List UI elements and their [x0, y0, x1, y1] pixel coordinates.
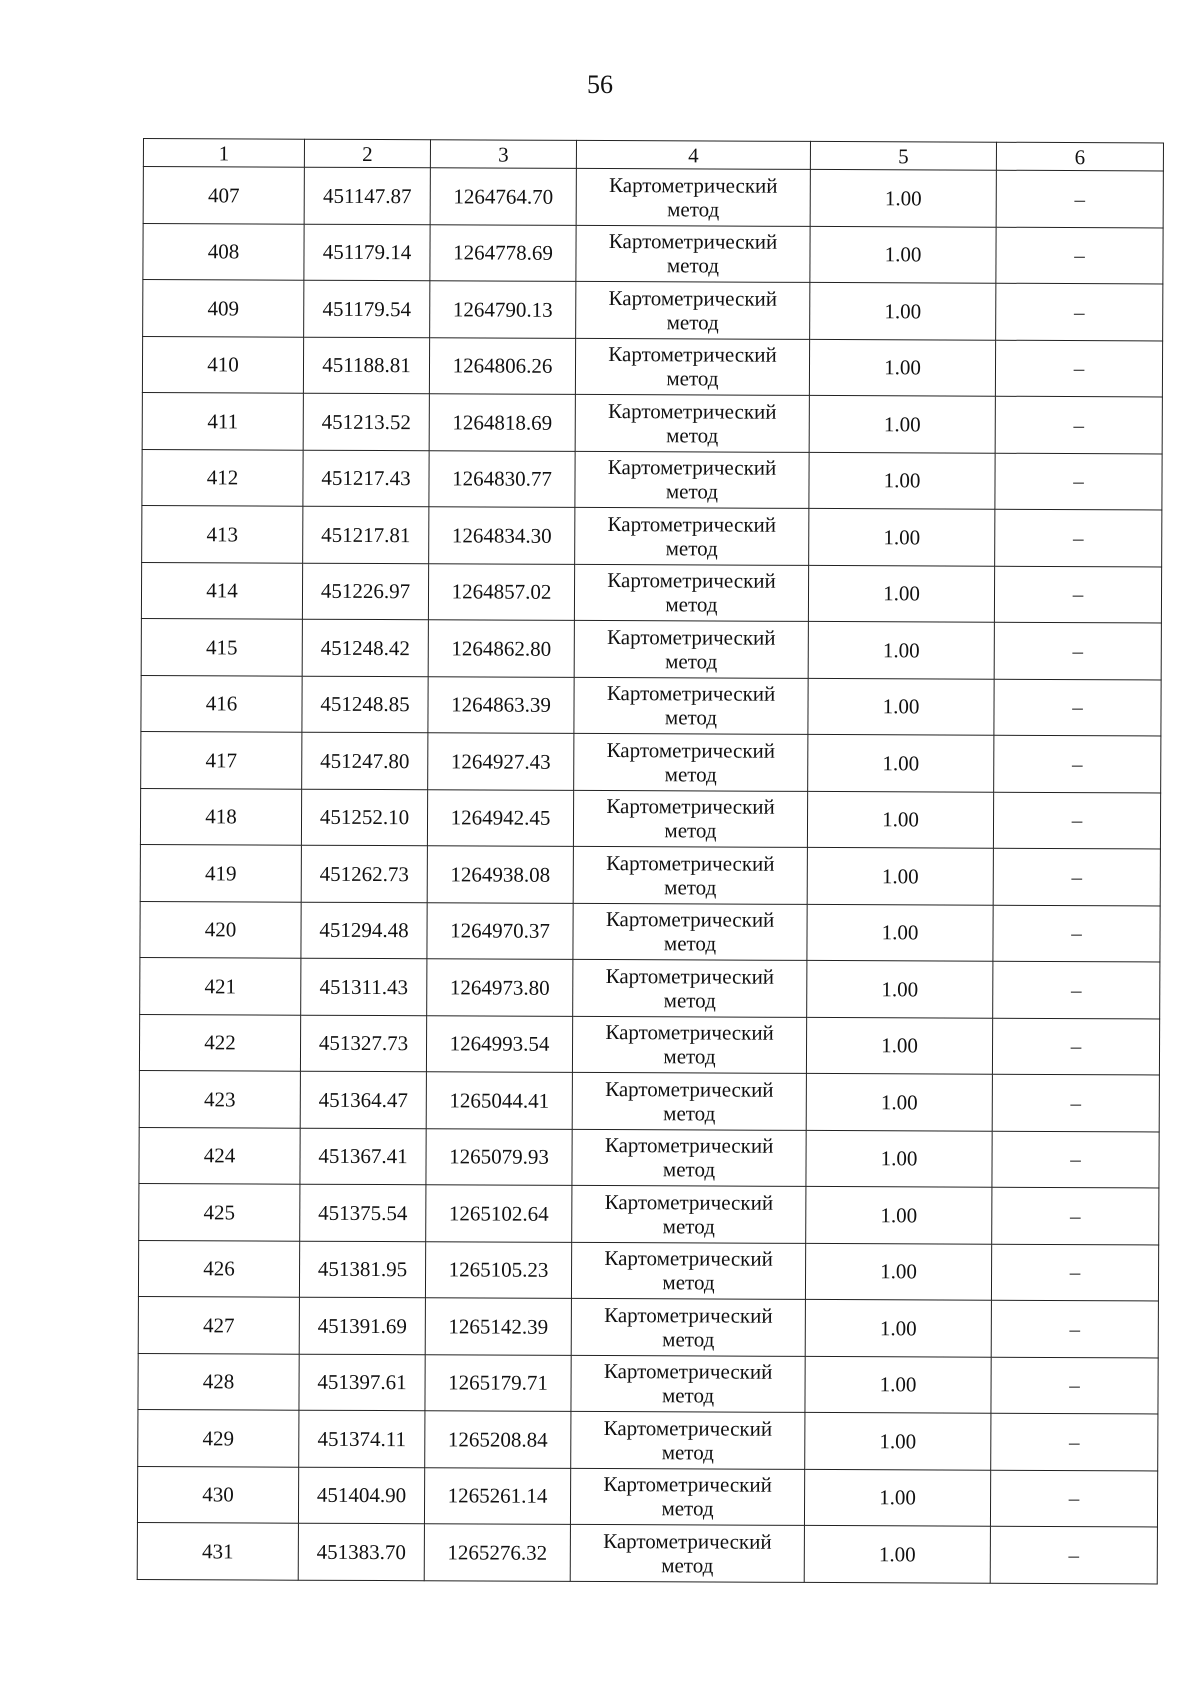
- coordinates-table: [137, 138, 1164, 1584]
- x-coordinate-cell: 451248.85: [302, 676, 428, 733]
- x-coordinate-cell: 451311.43: [301, 958, 427, 1015]
- accuracy-cell: 1.00: [809, 452, 995, 509]
- note-cell: –: [992, 1187, 1159, 1244]
- x-coordinate-cell: 451252.10: [301, 789, 427, 846]
- method-line-1: Картометрический: [604, 1246, 773, 1272]
- method-cell: [572, 1129, 806, 1187]
- method-cell: [574, 733, 808, 791]
- note-cell: –: [994, 566, 1161, 623]
- point-number-cell: 414: [141, 562, 302, 619]
- point-number-cell: 413: [142, 505, 303, 562]
- point-number-cell: 411: [142, 392, 303, 449]
- table-row: [142, 505, 1162, 566]
- accuracy-cell: 1.00: [810, 282, 996, 339]
- x-coordinate-cell: 451375.54: [300, 1184, 426, 1241]
- method-line-1: Картометрический: [603, 1359, 773, 1385]
- table-row: [139, 1014, 1159, 1075]
- note-cell: –: [994, 735, 1161, 792]
- point-number-cell: 415: [141, 618, 302, 675]
- method-line-2: метод: [663, 1101, 716, 1126]
- method-line-1: Картометрический: [607, 455, 777, 481]
- y-coordinate-cell: 1265208.84: [425, 1411, 571, 1468]
- note-cell: –: [992, 1131, 1159, 1188]
- header-col-4: 4: [576, 140, 810, 169]
- x-coordinate-cell: 451367.41: [300, 1128, 426, 1185]
- table-row: [143, 280, 1163, 341]
- method-line-2: метод: [661, 1496, 714, 1521]
- accuracy-cell: 1.00: [808, 565, 994, 622]
- method-cell: [570, 1524, 804, 1582]
- point-number-cell: 407: [143, 167, 304, 224]
- note-cell: –: [993, 961, 1160, 1018]
- accuracy-cell: 1.00: [806, 1186, 992, 1243]
- x-coordinate-cell: 451179.54: [304, 280, 430, 337]
- method-cell: [572, 1185, 806, 1243]
- note-cell: –: [996, 283, 1163, 340]
- method-cell: [572, 1072, 806, 1130]
- accuracy-cell: 1.00: [810, 169, 996, 226]
- method-line-2: метод: [667, 197, 720, 222]
- method-line-1: Картометрический: [603, 1472, 772, 1498]
- point-number-cell: 408: [143, 223, 304, 280]
- note-cell: –: [996, 227, 1163, 284]
- accuracy-cell: 1.00: [805, 1243, 991, 1300]
- point-number-cell: 428: [138, 1353, 299, 1410]
- accuracy-cell: 1.00: [805, 1299, 991, 1356]
- x-coordinate-cell: 451179.14: [304, 224, 430, 281]
- method-cell: [575, 394, 809, 452]
- y-coordinate-cell: 1264834.30: [429, 507, 575, 564]
- accuracy-cell: 1.00: [808, 621, 994, 678]
- method-cell: [576, 281, 810, 339]
- accuracy-cell: 1.00: [809, 339, 995, 396]
- table-row: [142, 449, 1162, 510]
- accuracy-cell: 1.00: [806, 1130, 992, 1187]
- method-line-2: метод: [664, 818, 717, 843]
- table-header: [143, 139, 1163, 171]
- point-number-cell: 430: [137, 1466, 298, 1523]
- x-coordinate-cell: 451226.97: [302, 563, 428, 620]
- x-coordinate-cell: 451294.48: [301, 902, 427, 959]
- accuracy-cell: 1.00: [809, 395, 995, 452]
- method-line-2: метод: [662, 1327, 715, 1352]
- table-row: [140, 844, 1160, 905]
- table-row: [137, 1522, 1157, 1583]
- x-coordinate-cell: 451397.61: [299, 1354, 425, 1411]
- x-coordinate-cell: 451404.90: [298, 1467, 424, 1524]
- method-line-2: метод: [663, 988, 716, 1013]
- y-coordinate-cell: 1264927.43: [428, 733, 574, 790]
- method-line-2: метод: [665, 592, 718, 617]
- x-coordinate-cell: 451248.42: [302, 619, 428, 676]
- y-coordinate-cell: 1265179.71: [425, 1354, 571, 1411]
- method-line-2: метод: [661, 1553, 714, 1578]
- method-line-2: метод: [666, 310, 719, 335]
- accuracy-cell: 1.00: [807, 904, 993, 961]
- method-cell: [575, 338, 809, 396]
- method-cell: [573, 846, 807, 904]
- x-coordinate-cell: 451381.95: [299, 1241, 425, 1298]
- x-coordinate-cell: 451262.73: [301, 845, 427, 902]
- y-coordinate-cell: 1265079.93: [426, 1128, 572, 1185]
- x-coordinate-cell: 451247.80: [302, 732, 428, 789]
- method-line-2: метод: [664, 705, 718, 730]
- method-cell: [571, 1298, 805, 1356]
- y-coordinate-cell: 1264830.77: [429, 450, 575, 507]
- accuracy-cell: 1.00: [805, 1412, 991, 1469]
- method-line-2: метод: [663, 931, 717, 956]
- y-coordinate-cell: 1264862.80: [428, 620, 574, 677]
- method-cell: [575, 507, 809, 565]
- table-row: [142, 336, 1162, 397]
- method-line-1: Картометрический: [604, 1302, 773, 1328]
- table-row: [137, 1466, 1157, 1527]
- table-row: [140, 957, 1160, 1018]
- method-line-1: Картометрический: [606, 737, 776, 763]
- y-coordinate-cell: 1264970.37: [427, 902, 573, 959]
- accuracy-cell: 1.00: [807, 847, 993, 904]
- y-coordinate-cell: 1264857.02: [428, 563, 574, 620]
- note-cell: –: [991, 1300, 1158, 1357]
- note-cell: –: [991, 1244, 1158, 1301]
- table-row: [138, 1296, 1158, 1357]
- y-coordinate-cell: 1264790.13: [430, 281, 576, 338]
- y-coordinate-cell: 1265261.14: [424, 1467, 570, 1524]
- table-row: [143, 167, 1163, 228]
- method-line-1: Картометрический: [603, 1415, 773, 1441]
- method-line-1: Картометрический: [608, 398, 777, 424]
- note-cell: –: [995, 340, 1162, 397]
- method-cell: [575, 451, 809, 509]
- x-coordinate-cell: 451391.69: [299, 1297, 425, 1354]
- x-coordinate-cell: 451364.47: [300, 1071, 426, 1128]
- method-line-1: Картометрический: [608, 229, 778, 255]
- x-coordinate-cell: 451213.52: [303, 393, 429, 450]
- point-number-cell: 424: [139, 1127, 300, 1184]
- method-cell: [571, 1355, 805, 1413]
- accuracy-cell: 1.00: [805, 1356, 991, 1413]
- method-line-2: метод: [662, 1157, 716, 1182]
- y-coordinate-cell: 1265044.41: [426, 1072, 572, 1129]
- table-row: [140, 901, 1160, 962]
- accuracy-cell: 1.00: [807, 960, 993, 1017]
- note-cell: –: [993, 792, 1160, 849]
- point-number-cell: 417: [141, 731, 302, 788]
- method-line-1: Картометрический: [606, 850, 775, 876]
- table-row: [140, 788, 1160, 849]
- point-number-cell: 421: [140, 957, 301, 1014]
- method-line-2: метод: [666, 366, 719, 391]
- accuracy-cell: 1.00: [809, 508, 995, 565]
- y-coordinate-cell: 1264863.39: [428, 676, 574, 733]
- note-cell: –: [990, 1470, 1157, 1527]
- method-line-2: метод: [664, 762, 717, 787]
- table-row: [139, 1183, 1159, 1244]
- method-cell: [571, 1242, 805, 1300]
- note-cell: –: [991, 1357, 1158, 1414]
- table-row: [138, 1353, 1158, 1414]
- point-number-cell: 410: [142, 336, 303, 393]
- method-line-1: Картометрический: [605, 963, 775, 989]
- note-cell: –: [995, 396, 1162, 453]
- table-row: [139, 1070, 1159, 1131]
- table-row: [141, 618, 1161, 679]
- point-number-cell: 412: [142, 449, 303, 506]
- y-coordinate-cell: 1265105.23: [425, 1241, 571, 1298]
- accuracy-cell: 1.00: [808, 678, 994, 735]
- method-line-1: Картометрический: [607, 624, 776, 650]
- point-number-cell: 419: [140, 844, 301, 901]
- table-row: [142, 392, 1162, 453]
- method-line-2: метод: [666, 423, 719, 448]
- page-number: 56: [587, 70, 613, 99]
- y-coordinate-cell: 1264938.08: [427, 846, 573, 903]
- table-body: [137, 167, 1163, 1584]
- note-cell: –: [992, 1074, 1159, 1131]
- y-coordinate-cell: 1265276.32: [424, 1524, 570, 1581]
- method-line-1: Картометрический: [606, 794, 775, 820]
- y-coordinate-cell: 1264778.69: [430, 224, 576, 281]
- method-line-1: Картометрический: [604, 1189, 774, 1215]
- point-number-cell: 416: [141, 675, 302, 732]
- point-number-cell: 427: [138, 1296, 299, 1353]
- method-line-2: метод: [662, 1270, 715, 1295]
- method-cell: [571, 1411, 805, 1469]
- method-cell: [574, 620, 808, 678]
- point-number-cell: 422: [139, 1014, 300, 1071]
- header-col-6: 6: [996, 142, 1163, 171]
- method-line-1: Картометрический: [605, 907, 775, 933]
- note-cell: –: [991, 1413, 1158, 1470]
- table-row: [141, 731, 1161, 792]
- method-line-1: Картометрический: [607, 511, 777, 537]
- y-coordinate-cell: 1264818.69: [429, 394, 575, 451]
- accuracy-cell: 1.00: [806, 1017, 992, 1074]
- table-row: [141, 675, 1161, 736]
- accuracy-cell: 1.00: [808, 734, 994, 791]
- accuracy-cell: 1.00: [806, 1073, 992, 1130]
- x-coordinate-cell: 451147.87: [304, 167, 430, 224]
- method-line-2: метод: [665, 479, 719, 504]
- method-cell: [576, 168, 810, 226]
- y-coordinate-cell: 1265142.39: [425, 1298, 571, 1355]
- method-line-1: Картометрический: [607, 568, 776, 594]
- point-number-cell: 409: [143, 280, 304, 337]
- method-line-1: Картометрический: [605, 1076, 774, 1102]
- x-coordinate-cell: 451217.81: [303, 506, 429, 563]
- y-coordinate-cell: 1264942.45: [427, 789, 573, 846]
- x-coordinate-cell: 451327.73: [300, 1015, 426, 1072]
- point-number-cell: 420: [140, 901, 301, 958]
- note-cell: –: [994, 622, 1161, 679]
- method-line-2: метод: [661, 1440, 714, 1465]
- method-cell: [576, 225, 810, 283]
- method-cell: [573, 903, 807, 961]
- note-cell: –: [994, 679, 1161, 736]
- header-col-2: 2: [304, 139, 430, 168]
- method-line-1: Картометрический: [608, 342, 777, 368]
- y-coordinate-cell: 1264806.26: [429, 337, 575, 394]
- note-cell: –: [995, 453, 1162, 510]
- method-cell: [574, 564, 808, 622]
- accuracy-cell: 1.00: [804, 1525, 990, 1582]
- method-line-1: Картометрический: [605, 1020, 774, 1046]
- method-line-1: Картометрический: [603, 1528, 772, 1554]
- accuracy-cell: 1.00: [810, 226, 996, 283]
- header-row: [143, 139, 1163, 171]
- method-cell: [573, 959, 807, 1017]
- method-line-2: метод: [661, 1383, 715, 1408]
- method-cell: [574, 677, 808, 735]
- method-line-1: Картометрический: [608, 285, 778, 311]
- table-row: [141, 562, 1161, 623]
- method-line-1: Картометрический: [609, 172, 778, 198]
- x-coordinate-cell: 451383.70: [298, 1523, 424, 1580]
- method-cell: [573, 790, 807, 848]
- point-number-cell: 429: [138, 1409, 299, 1466]
- header-col-5: 5: [810, 141, 996, 170]
- note-cell: –: [993, 848, 1160, 905]
- header-col-3: 3: [430, 140, 576, 169]
- accuracy-cell: 1.00: [804, 1469, 990, 1526]
- x-coordinate-cell: 451374.11: [299, 1410, 425, 1467]
- method-cell: [570, 1468, 804, 1526]
- accuracy-cell: 1.00: [807, 791, 993, 848]
- method-cell: [572, 1016, 806, 1074]
- note-cell: –: [993, 905, 1160, 962]
- point-number-cell: 426: [138, 1240, 299, 1297]
- table-row: [143, 223, 1163, 284]
- note-cell: –: [992, 1018, 1159, 1075]
- x-coordinate-cell: 451217.43: [303, 450, 429, 507]
- method-line-2: метод: [666, 253, 720, 278]
- point-number-cell: 431: [137, 1522, 298, 1579]
- y-coordinate-cell: 1265102.64: [426, 1185, 572, 1242]
- method-line-2: метод: [665, 536, 718, 561]
- note-cell: –: [995, 509, 1162, 566]
- method-line-2: метод: [663, 1044, 716, 1069]
- method-line-2: метод: [662, 1214, 715, 1239]
- note-cell: –: [996, 170, 1163, 227]
- method-line-2: метод: [665, 649, 718, 674]
- point-number-cell: 425: [139, 1183, 300, 1240]
- method-line-2: метод: [664, 875, 717, 900]
- table-row: [139, 1127, 1159, 1188]
- point-number-cell: 423: [139, 1070, 300, 1127]
- table-row: [138, 1240, 1158, 1301]
- y-coordinate-cell: 1264764.70: [430, 168, 576, 225]
- note-cell: –: [990, 1526, 1157, 1583]
- y-coordinate-cell: 1264973.80: [427, 959, 573, 1016]
- method-line-1: Картометрический: [604, 1133, 774, 1159]
- method-line-1: Картометрический: [606, 681, 776, 707]
- header-col-1: 1: [143, 139, 304, 168]
- point-number-cell: 418: [140, 788, 301, 845]
- x-coordinate-cell: 451188.81: [303, 337, 429, 394]
- y-coordinate-cell: 1264993.54: [426, 1015, 572, 1072]
- table-row: [138, 1409, 1158, 1470]
